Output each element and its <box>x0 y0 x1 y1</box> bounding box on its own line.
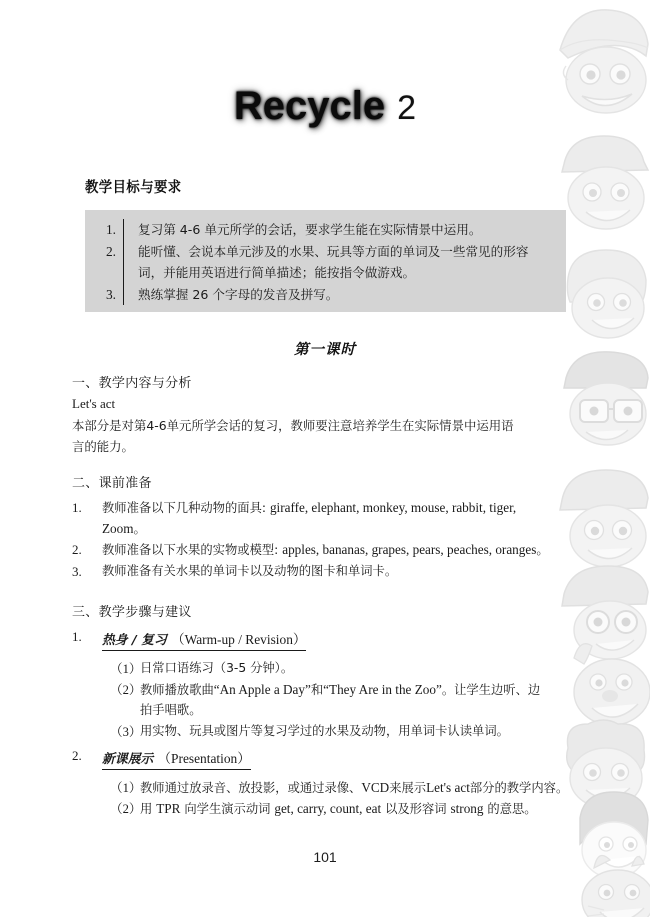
step-2-sub-1-cn-mid: 来展示 <box>389 781 427 795</box>
prep-item-1-en: giraffe, elephant, monkey, mouse, rabbit, tiger, <box>269 500 517 515</box>
step-2-sub-2-cn-mid: 向学生演示动词 <box>184 802 271 816</box>
objectives-item <box>85 219 566 241</box>
objectives-item <box>85 284 566 306</box>
objectives-box <box>85 210 566 312</box>
section-one-paragraph-line2: 言的能力。 <box>72 439 134 454</box>
step-1-label-en: （Warm-up / Revision） <box>171 632 307 647</box>
step-2-sub-2 <box>110 798 590 820</box>
step-1 <box>72 629 306 651</box>
step-1-label-cn: 热身 / 复习 <box>102 633 167 648</box>
section-three-heading: 三、教学步骤与建议 <box>72 605 192 620</box>
prep-item-1-cn: 教师准备以下几种动物的面具: <box>102 501 267 515</box>
step-1-sub-2-cn-mid: 和 <box>310 683 324 697</box>
prep-item-1-line2 <box>102 518 146 540</box>
prep-item-1-line2-en: Zoom <box>102 521 134 536</box>
deco-figure-boy-with-hat <box>562 136 648 229</box>
deco-figure-boy-with-glasses <box>564 352 648 445</box>
prep-item-3 <box>72 561 572 582</box>
deco-figure-dog <box>574 644 650 725</box>
step-1-sub-2-song-2: “They Are in the Zoo” <box>323 682 442 697</box>
prep-item-1-line2-cn: 。 <box>133 522 146 536</box>
section-two-heading: 二、课前准备 <box>72 476 152 491</box>
step-1-sub-1-text: 日常口语练习（3-5 分钟）。 <box>140 661 294 675</box>
prep-item-2-cn: 教师准备以下水果的实物或模型: <box>102 543 279 557</box>
objectives-divider <box>123 219 124 241</box>
prep-item-2-end: 。 <box>536 543 549 557</box>
prep-item-1-number: 1. <box>72 500 82 515</box>
step-1-sub-3-number: （3） <box>110 725 142 739</box>
objectives-item-text: 复习第 4-6 单元所学的会话，要求学生能在实际情景中运用。 <box>138 222 482 237</box>
objectives-item-number: 3. <box>105 286 116 302</box>
step-1-sub-3 <box>110 721 509 742</box>
step-2-sub-2-number: （2） <box>110 802 142 816</box>
step-2-sub-1-text <box>140 777 568 799</box>
step-1-sub-2-text <box>140 679 540 701</box>
section-one-paragraph-line1: 本部分是对第4-6单元所学会话的复习，教师要注意培养学生在实际情景中运用语 <box>72 418 514 433</box>
step-1-sub-2-cn-before: 教师播放歌曲 <box>140 683 214 697</box>
step-2-label-cn: 新课展示 <box>102 752 154 767</box>
objectives-divider <box>123 241 124 284</box>
page-number: 101 <box>313 849 337 865</box>
deco-figure-girl-smiling <box>567 250 646 338</box>
page-title-main: Recycle <box>233 84 386 128</box>
step-1-sub-1 <box>110 658 293 679</box>
step-1-sub-2-song-1: “An Apple a Day” <box>213 682 311 697</box>
step-2-sub-2-en-2: get, carry, count, eat <box>274 801 382 816</box>
step-2-sub-2-cn-mid2: 以及形容词 <box>385 802 447 816</box>
step-2-sub-2-cn-before: 用 <box>140 802 153 816</box>
prep-item-3-number: 3. <box>72 564 82 579</box>
step-1-label <box>102 629 306 651</box>
step-1-sub-2-number: （2） <box>110 683 142 697</box>
step-2-sub-1-number: （1） <box>110 781 142 795</box>
step-2-sub-2-text <box>140 798 537 820</box>
deco-figure-boy-with-goggles <box>562 566 648 659</box>
prep-item-2 <box>72 539 592 561</box>
deco-figure-girl-dark-hair <box>580 792 648 878</box>
step-1-sub-3-text: 用实物、玩具或图片等复习学过的水果及动物，用单词卡认读单词。 <box>140 724 509 738</box>
objectives-heading: 教学目标与要求 <box>85 180 182 196</box>
lesson-heading: 第一课时 <box>294 342 356 358</box>
step-2-sub-1 <box>110 777 590 799</box>
step-2-sub-2-en-1: TPR <box>156 801 181 816</box>
step-1-number: 1. <box>72 629 82 644</box>
section-one-heading: 一、教学内容与分析 <box>72 376 192 391</box>
step-2-sub-1-cn-before: 教师通过放录音、放投影，或通过录像、 <box>140 781 362 795</box>
page-title-number: 2 <box>397 89 417 127</box>
step-2-sub-1-en-2: Let's act <box>426 780 470 795</box>
page-title <box>0 84 650 129</box>
step-2-sub-2-cn-after: 的意思。 <box>487 802 537 816</box>
objectives-item-text: 熟练掌握 26 个字母的发音及拼写。 <box>138 286 339 302</box>
step-2-sub-2-en-3: strong <box>450 801 484 816</box>
section-one-subtitle: Let's act <box>72 396 116 411</box>
prep-item-3-text: 教师准备有关水果的单词卡以及动物的图卡和单词卡。 <box>102 564 398 578</box>
step-1-sub-2-cont <box>140 700 202 721</box>
prep-item-1-cont <box>102 518 146 540</box>
step-1-sub-2-cn-after: 。让学生边听、边 <box>441 683 541 697</box>
prep-item-2-number: 2. <box>72 542 82 557</box>
step-2-label-en: （Presentation） <box>157 751 251 766</box>
objectives-list <box>85 210 566 305</box>
prep-item-2-en: apples, bananas, grapes, pears, peaches, oranges <box>282 542 537 557</box>
step-2-sub-1-en-1: VCD <box>361 780 390 795</box>
objectives-divider <box>123 284 124 306</box>
step-2 <box>72 748 251 770</box>
objectives-item-number: 1. <box>105 222 116 237</box>
objectives-item-text: 能听懂、会说本单元涉及的水果、玩具等方面的单词及一些常见的形容词，并能用英语进行简单描述；能按指令做游戏。 <box>138 243 529 280</box>
prep-item-2-text <box>102 539 549 561</box>
objectives-item-number: 2. <box>105 243 116 259</box>
step-2-label <box>102 748 251 770</box>
step-1-sub-1-number: （1） <box>110 662 142 676</box>
objectives-item <box>85 241 566 284</box>
step-2-sub-1-cn-after: 部分的教学内容。 <box>469 781 569 795</box>
step-2-number: 2. <box>72 748 82 763</box>
step-1-sub-2 <box>110 679 580 701</box>
prep-item-1 <box>72 497 572 519</box>
prep-item-1-text <box>102 497 516 519</box>
step-1-sub-2-line2: 拍手唱歌。 <box>140 703 202 717</box>
